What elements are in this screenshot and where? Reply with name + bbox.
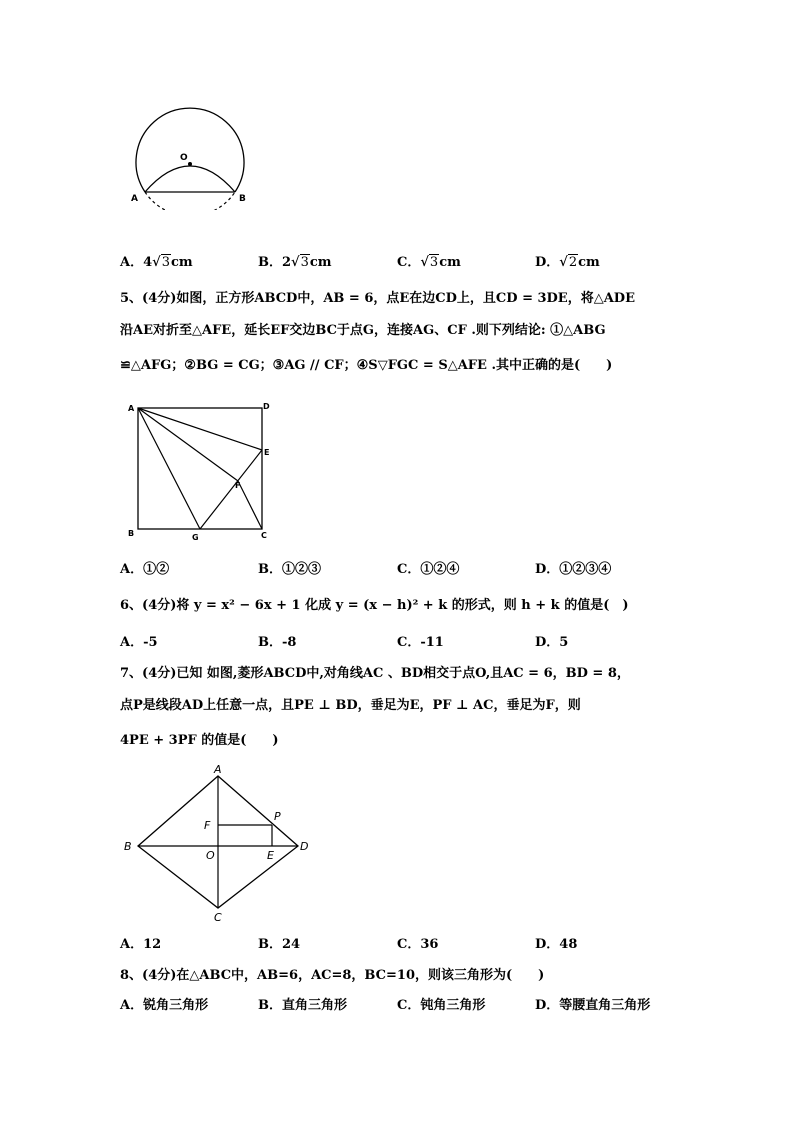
q7-line-3: 4PE + 3PF 的值是( ): [120, 733, 279, 748]
q6-option-c[interactable]: C．-11: [397, 635, 444, 650]
q6-line-1: 6、(4分)将 y = x² − 6x + 1 化成 y = (x − h)² + k 的形式，则 h + k 的值是( ): [120, 598, 629, 613]
q5-option-b[interactable]: B．①②③: [258, 562, 321, 577]
label-o: O: [180, 153, 188, 163]
q8-option-d[interactable]: D．等腰直角三角形: [535, 998, 651, 1013]
label-b: B: [124, 840, 132, 853]
label-o: O: [206, 849, 215, 862]
label-c: C: [261, 531, 267, 540]
square-figure: [120, 398, 280, 546]
segment-af: [138, 408, 238, 481]
label-d: D: [263, 402, 270, 411]
label-e: E: [264, 448, 270, 457]
q5-option-c[interactable]: C．①②④: [397, 562, 460, 577]
circle-lower-arc-dashed: [145, 192, 235, 210]
q5-line-1: 5、(4分)如图，正方形ABCD中，AB = 6，点E在边CD上，且CD = 3DE，将△ADE: [120, 291, 635, 306]
q4-option-c[interactable]: C．√3cm: [397, 255, 461, 270]
label-a: A: [128, 404, 135, 413]
rhombus-figure: [118, 764, 318, 924]
q8-line-1: 8、(4分)在△ABC中，AB=6，AC=8，BC=10，则该三角形为( ): [120, 968, 545, 983]
q5-option-a[interactable]: A．①②: [120, 562, 170, 577]
label-c: C: [214, 911, 222, 924]
label-a: A: [214, 764, 222, 776]
label-f: F: [204, 819, 211, 832]
q8-option-a[interactable]: A．锐角三角形: [120, 998, 209, 1013]
label-g: G: [192, 533, 199, 542]
circle-figure: [125, 100, 260, 210]
q7-option-d[interactable]: D．48: [535, 937, 578, 952]
q6-option-a[interactable]: A．-5: [120, 635, 158, 650]
q4-option-d[interactable]: D．√2cm: [535, 255, 600, 270]
segment-eg: [200, 450, 262, 529]
center-point-o: [188, 162, 192, 166]
q6-option-b[interactable]: B．-8: [258, 635, 297, 650]
label-e: E: [267, 849, 274, 862]
q4-option-a[interactable]: A．4√3cm: [120, 255, 193, 270]
label-b: B: [239, 194, 246, 204]
q6-option-d[interactable]: D．5: [535, 635, 569, 650]
q7-option-c[interactable]: C．36: [397, 937, 439, 952]
label-d: D: [300, 840, 309, 853]
square-abcd: [138, 408, 262, 529]
q8-option-b[interactable]: B．直角三角形: [258, 998, 347, 1013]
label-a: A: [131, 194, 138, 204]
label-p: P: [274, 810, 281, 823]
q5-line-3: ≌△AFG；②BG = CG；③AG // CF；④S▽FGC = S△AFE .其中正确的是( ): [120, 358, 613, 373]
circle-upper-arc: [136, 108, 244, 192]
q8-option-c[interactable]: C．钝角三角形: [397, 998, 486, 1013]
q7-line-2: 点P是线段AD上任意一点，且PE ⊥ BD，垂足为E，PF ⊥ AC，垂足为F，则: [120, 698, 581, 713]
folded-arc: [145, 166, 235, 192]
q7-option-b[interactable]: B．24: [258, 937, 301, 952]
q7-option-a[interactable]: A．12: [120, 937, 162, 952]
q4-option-b[interactable]: B．2√3cm: [258, 255, 332, 270]
q7-line-1: 7、(4分)已知 如图,菱形ABCD中,对角线AC 、BD相交于点O,且AC = 6，BD = 8，: [120, 666, 630, 681]
label-f: F: [235, 481, 241, 490]
q5-option-d[interactable]: D．①②③④: [535, 562, 612, 577]
segment-fc: [238, 481, 262, 529]
label-b: B: [128, 529, 135, 538]
q5-line-2: 沿AE对折至△AFE，延长EF交边BC于点G，连接AG、CF .则下列结论: ①△ABG: [120, 323, 606, 338]
